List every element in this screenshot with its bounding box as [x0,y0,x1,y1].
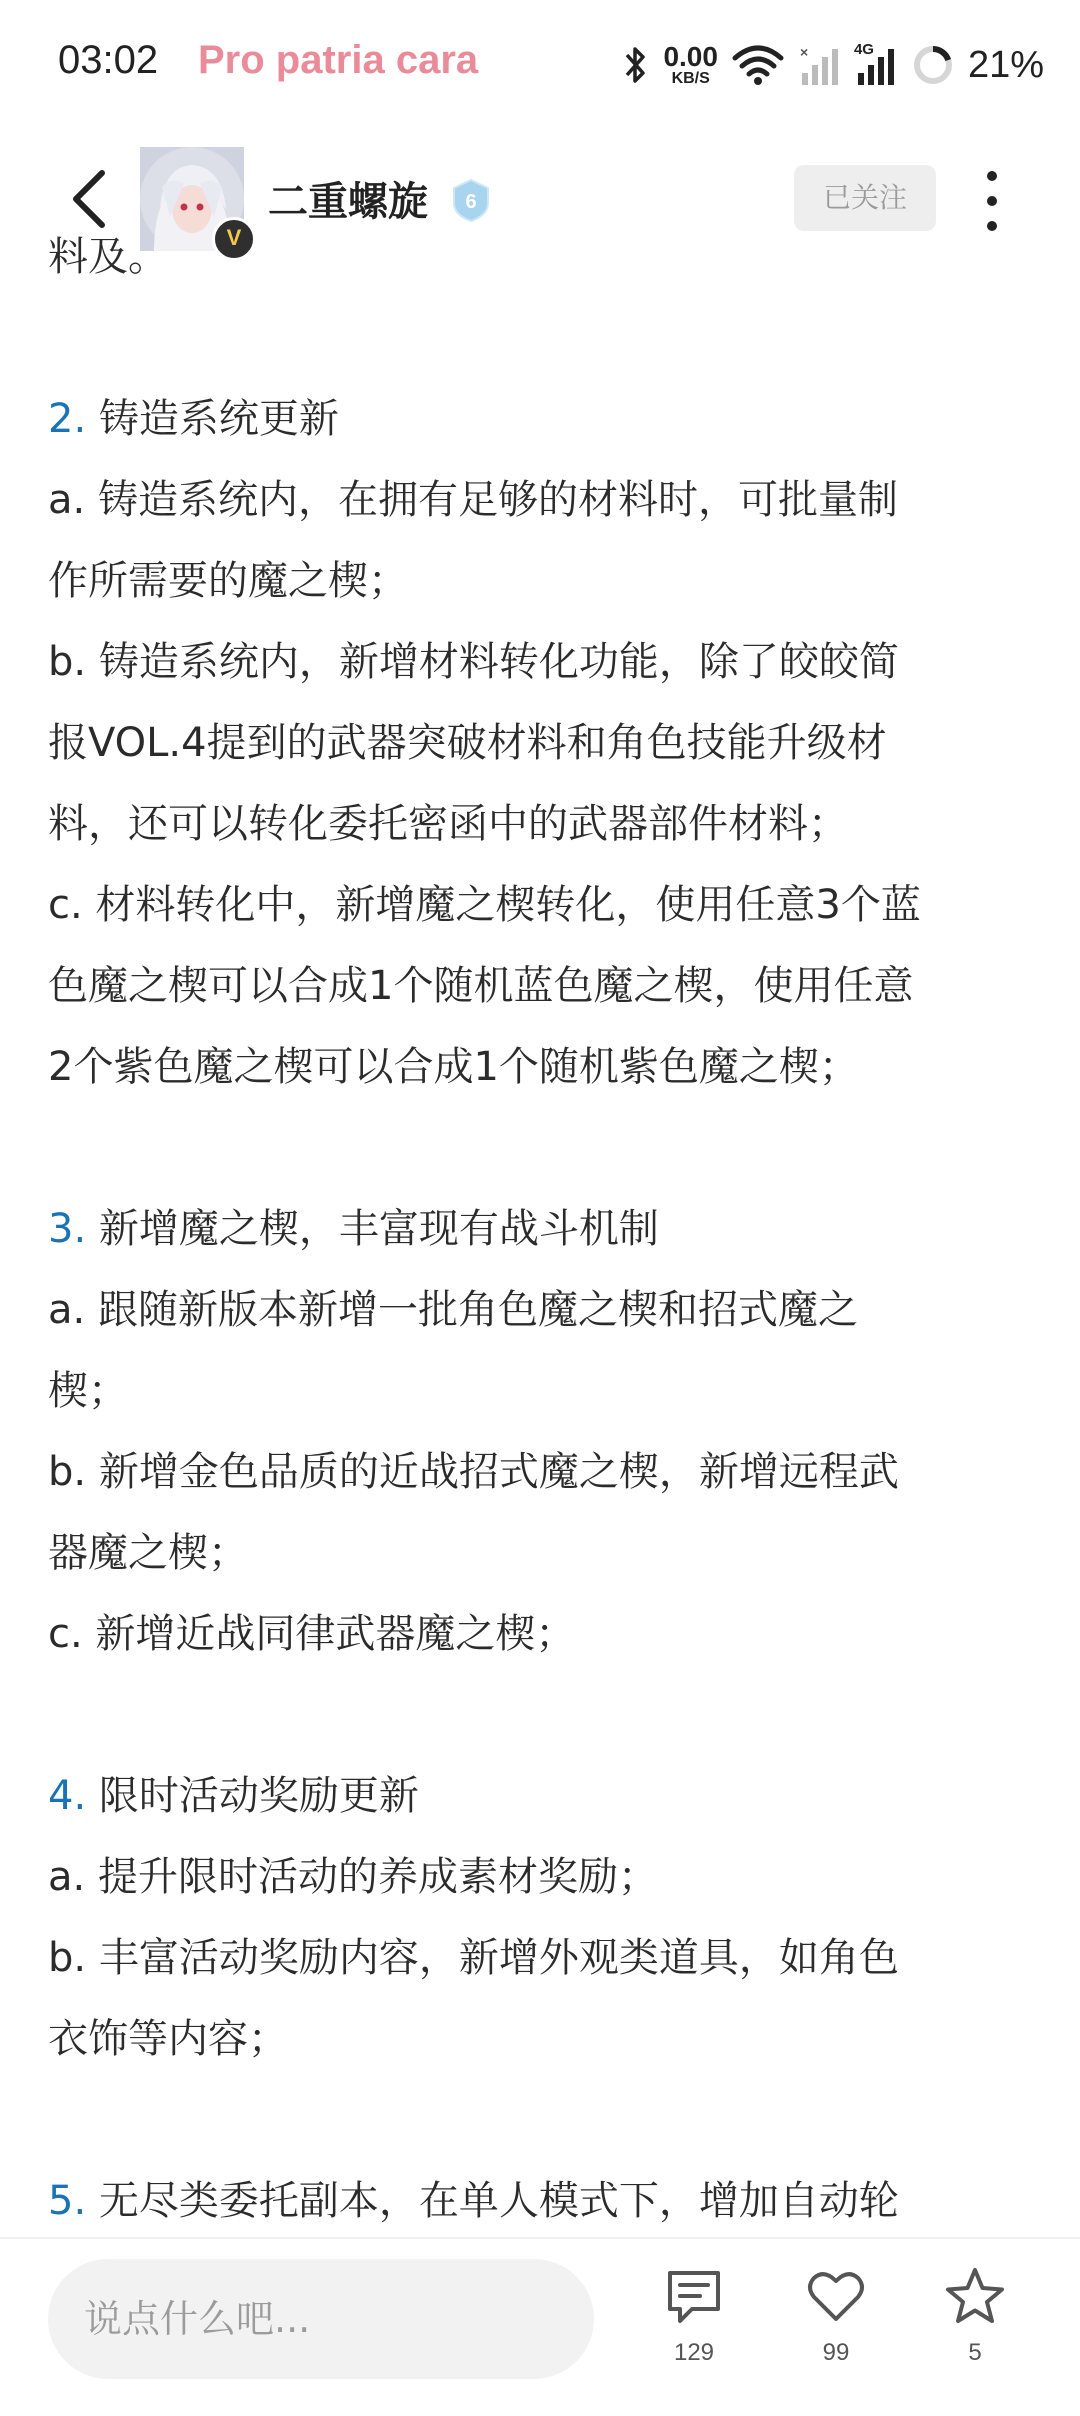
article-body [0,234,1080,2237]
section-line: 作所需要的魔之楔； [48,558,408,604]
section-line: a. 提升限时活动的养成素材奖励； [48,1854,658,1900]
section-title: 限时活动奖励更新 [98,1773,419,1819]
section-line: c. 新增近战同律武器魔之楔； [48,1611,576,1657]
battery-percent: 21% [967,43,1044,86]
favorite-button[interactable] [925,2265,1025,2367]
status-ticker-text: Pro patria cara [198,38,479,82]
section-line: 衣饰等内容； [48,2016,288,2062]
section-number: 2. [48,396,87,442]
like-button[interactable] [786,2265,886,2367]
section-heading [48,1189,1028,1270]
network-speed-unit: KB/S [671,70,710,87]
comment-button[interactable] [644,2265,744,2367]
battery-ring-icon [912,44,954,86]
section-line: 2个紫色魔之楔可以合成1个随机紫色魔之楔； [48,1044,859,1090]
section-line: c. 材料转化中，新增魔之楔转化，使用任意3个蓝 [48,882,921,928]
section-line: b. 丰富活动奖励内容，新增外观类道具，如角色 [48,1935,899,1981]
svg-text:×: × [799,44,809,60]
section-line: a. 跟随新版本新增一批角色魔之楔和招式魔之 [48,1287,858,1333]
article-text [48,217,1028,2242]
section-number: 3. [48,1206,87,1252]
status-time: 03:02 [58,38,159,82]
like-count: 99 [822,2339,850,2366]
section-heading [48,379,1028,460]
section-line: 色魔之楔可以合成1个随机蓝色魔之楔，使用任意 [48,963,914,1009]
section-number: 5. [48,2178,87,2224]
bottom-action-bar [0,2237,1080,2416]
comment-icon [662,2265,726,2329]
author-name[interactable]: 二重螺旋 [268,179,428,225]
more-dot-icon [987,171,997,181]
signal-sim2-icon [798,43,840,87]
level-number: 6 [465,191,477,213]
section-number: 4. [48,1773,87,1819]
section-line: 楔； [48,1368,128,1414]
comment-count: 129 [673,2339,715,2366]
section-title: 铸造系统更新 [98,396,339,442]
section-heading [48,2161,1028,2242]
star-icon [943,2265,1007,2329]
signal-icon [854,43,898,87]
section-line: b. 新增金色品质的近战招式魔之楔，新增远程武 [48,1449,899,1495]
status-bar [0,0,1080,125]
wifi-icon [732,44,784,86]
network-speed-value: 0.00 [663,41,718,72]
network-type: 4G [853,41,874,58]
section-title: 无尽类委托副本，在单人模式下，增加自动轮 [98,2178,899,2224]
section-heading [48,1756,1028,1837]
section-line: 料，还可以转化委托密函中的武器部件材料； [48,801,848,847]
favorite-count: 5 [968,2339,982,2366]
verified-badge: V [212,217,256,261]
signal-sim1 [854,43,898,87]
section-title: 新增魔之楔，丰富现有战斗机制 [98,1206,659,1252]
network-speed [663,43,718,87]
section-line: b. 铸造系统内，新增材料转化功能，除了皎皎简 [48,639,899,685]
follow-button[interactable]: 已关注 [794,165,936,231]
heart-icon [804,2265,868,2329]
section-line: a. 铸造系统内，在拥有足够的材料时，可批量制 [48,477,898,523]
more-dot-icon [987,196,997,206]
clipped-line: 料及。 [48,234,168,280]
section-line: 报VOL.4提到的武器突破材料和角色技能升级材 [48,720,887,766]
bluetooth-icon [623,43,649,87]
section-line: 器魔之楔； [48,1530,248,1576]
status-icons [623,30,1044,100]
comment-input[interactable]: 说点什么吧... [48,2259,594,2379]
